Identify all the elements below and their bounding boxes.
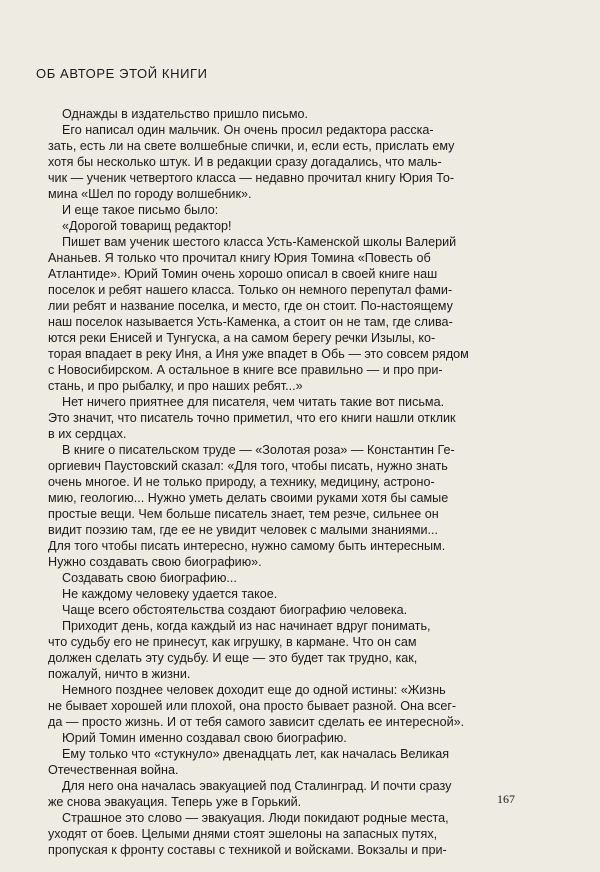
text-line: чик — ученик четвертого класса — недавно прочитал книгу Юрия То- xyxy=(48,171,455,185)
text-line: торая впадает в реку Иня, а Иня уже впадет в Обь — это совсем рядом xyxy=(48,347,469,361)
text-line: Его написал один мальчик. Он очень просил редактора расска- xyxy=(62,123,434,137)
text-line: Ананьев. Я только что прочитал книгу Юрия Томина «Повесть об xyxy=(48,251,431,265)
text-line: Однажды в издательство пришло письмо. xyxy=(62,107,309,121)
text-line: стань, и про рыбалку, и про наших ребят...» xyxy=(48,379,303,393)
text-line: Это значит, что писатель точно приметил, что его книги нашли отклик xyxy=(48,411,456,425)
text-line: Юрий Томин именно создавал свою биографию. xyxy=(62,731,347,745)
text-line: же снова эвакуация. Теперь уже в Горький. xyxy=(48,795,302,809)
text-line: мина «Шел по городу волшебник». xyxy=(48,187,252,201)
text-line: наш поселок называется Усть-Каменка, а стоит он не там, где слива- xyxy=(48,315,453,329)
text-line: лии ребят и название поселка, и место, где он стоит. По-настоящему xyxy=(48,299,453,313)
text-line: уходят от боев. Целыми днями стоят эшелоны на запасных путях, xyxy=(48,827,438,841)
text-line: Нужно создавать свою биографию». xyxy=(48,555,262,569)
text-line: хотя бы несколько штук. И в редакции сразу догадались, что маль- xyxy=(48,155,442,169)
text-line: оргиевич Паустовский сказал: «Для того, чтобы писать, нужно знать xyxy=(48,459,448,473)
text-line: Чаще всего обстоятельства создают биографию человека. xyxy=(62,603,408,617)
text-line: Для него она началась эвакуацией под Сталинград. И почти сразу xyxy=(62,779,452,793)
text-line: видит поэзию там, где ее не увидит человек с малыми знаниями... xyxy=(48,523,439,537)
page-number: 167 xyxy=(497,792,515,806)
text-line: в их сердцах. xyxy=(48,427,127,441)
text-line: Пишет вам ученик шестого класса Усть-Каменской школы Валерий xyxy=(62,235,457,249)
text-line: Нет ничего приятнее для писателя, чем читать такие вот письма. xyxy=(62,395,445,409)
text-line: В книге о писательском труде — «Золотая роза» — Константин Ге- xyxy=(62,443,455,457)
text-line: поселок и ребят нашего класса. Только он немного перепутал фами- xyxy=(48,283,453,297)
text-line: должен сделать эту судьбу. И еще — это будет так трудно, как, xyxy=(48,651,418,665)
text-line: ются реки Енисей и Тунгуска, а на самом берегу речки Изылы, ко- xyxy=(48,331,436,345)
text-line: пропуская к фронту составы с техникой и войсками. Вокзалы и при- xyxy=(48,843,447,857)
text-line: Отечественная война. xyxy=(48,763,179,777)
text-line: простые вещи. Чем больше писатель знает, тем резче, сильнее он xyxy=(48,507,439,521)
text-line: Атлантиде». Юрий Томин очень хорошо описал в своей книге наш xyxy=(48,267,438,281)
text-line: да — просто жизнь. И от тебя самого зависит сделать ее интересной». xyxy=(48,715,465,729)
text-line: пожалуй, ничто в жизни. xyxy=(48,667,191,681)
text-line: с Новосибирском. А остальное в книге все правильно — и про при- xyxy=(48,363,443,377)
text-line: Немного позднее человек доходит еще до одной истины: «Жизнь xyxy=(62,683,446,697)
section-heading: ОБ АВТОРЕ ЭТОЙ КНИГИ xyxy=(36,66,208,81)
text-line: Страшное это слово — эвакуация. Люди покидают родные места, xyxy=(62,811,449,825)
text-line: И еще такое письмо было: xyxy=(62,203,219,217)
text-line: мию, геологию... Нужно уметь делать своими руками хотя бы самые xyxy=(48,491,449,505)
text-line: Ему только что «стукнуло» двенадцать лет, как началась Великая xyxy=(62,747,450,761)
text-line: очень многое. И не только природу, а технику, медицину, астроно- xyxy=(48,475,435,489)
text-line: что судьбу его не принесут, как игрушку, в кармане. Что он сам xyxy=(48,635,417,649)
text-line: Приходит день, когда каждый из нас начинает вдруг понимать, xyxy=(62,619,431,633)
text-line: Не каждому человеку удается такое. xyxy=(62,587,278,601)
text-line: Для того чтобы писать интересно, нужно самому быть интересным. xyxy=(48,539,446,553)
text-line: «Дорогой товарищ редактор! xyxy=(62,219,232,233)
body-text xyxy=(48,106,532,858)
text-line: не бывает хорошей или плохой, она просто бывает разной. Она всег- xyxy=(48,699,457,713)
text-line: зать, есть ли на свете волшебные спички, и, если есть, прислать ему xyxy=(48,139,455,153)
text-line: Создавать свою биографию... xyxy=(62,571,237,585)
